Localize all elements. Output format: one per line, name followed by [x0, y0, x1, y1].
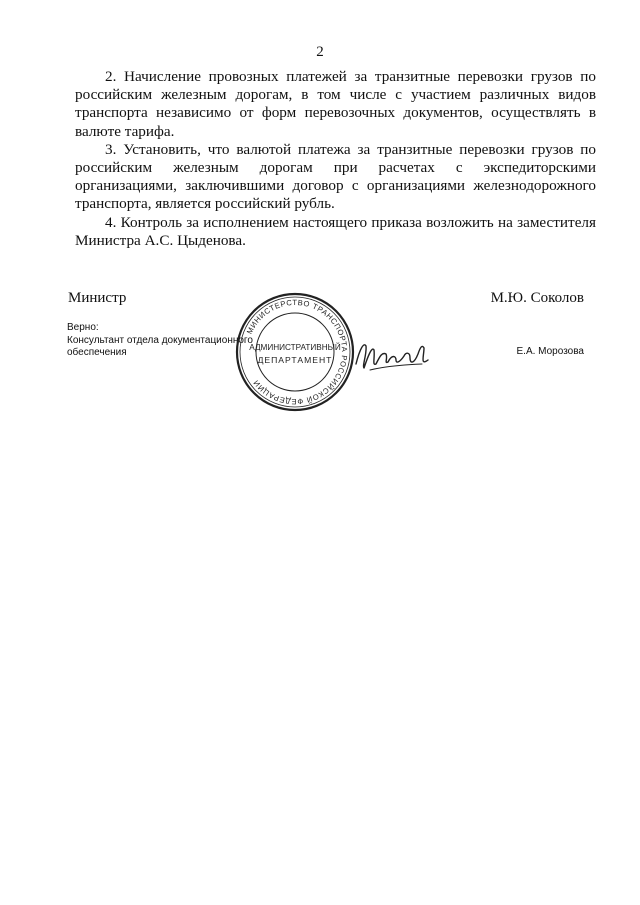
seal-center-line2: ДЕПАРТАМЕНТ	[257, 355, 333, 365]
verification-department: обеспечения	[67, 347, 127, 358]
official-seal-icon	[233, 290, 357, 414]
verification-label: Верно:	[67, 322, 99, 333]
seal-ring-text: МИНИСТЕРСТВО ТРАНСПОРТА РОССИЙСКОЙ ФЕДЕРАЦИИ	[244, 297, 350, 407]
verifier-name: Е.А. Морозова	[516, 346, 584, 357]
svg-text:МИНИСТЕРСТВО ТРАНСПОРТА РОССИЙ	[245, 298, 349, 406]
seal-center-line1: АДМИНИСТРАТИВНЫЙ	[249, 343, 341, 352]
paragraph-3: 3. Установить, что валютой платежа за транзитные перевозки грузов по российским железным дорогам при расчетах с экспедиторскими организациями, заключившими договор с организациями железнодорожного транспорта, является российский рубль.	[75, 140, 596, 213]
signatory-name: М.Ю. Соколов	[490, 290, 584, 306]
page-number: 2	[316, 44, 324, 60]
document-body	[75, 68, 596, 250]
signatory-title: Министр	[68, 290, 127, 306]
paragraph-2: 2. Начисление провозных платежей за транзитные перевозки грузов по российским железным дорогам, в том числе с участием различных видов транспорта независимо от форм перевозочных документов, осуществлять в валюте тарифа.	[75, 68, 596, 140]
verification-position: Консультант отдела документационного	[67, 334, 253, 346]
handwritten-signature	[352, 334, 432, 376]
paragraph-4: 4. Контроль за исполнением настоящего приказа возложить на заместителя Министра А.С. Цыденова.	[75, 213, 596, 249]
